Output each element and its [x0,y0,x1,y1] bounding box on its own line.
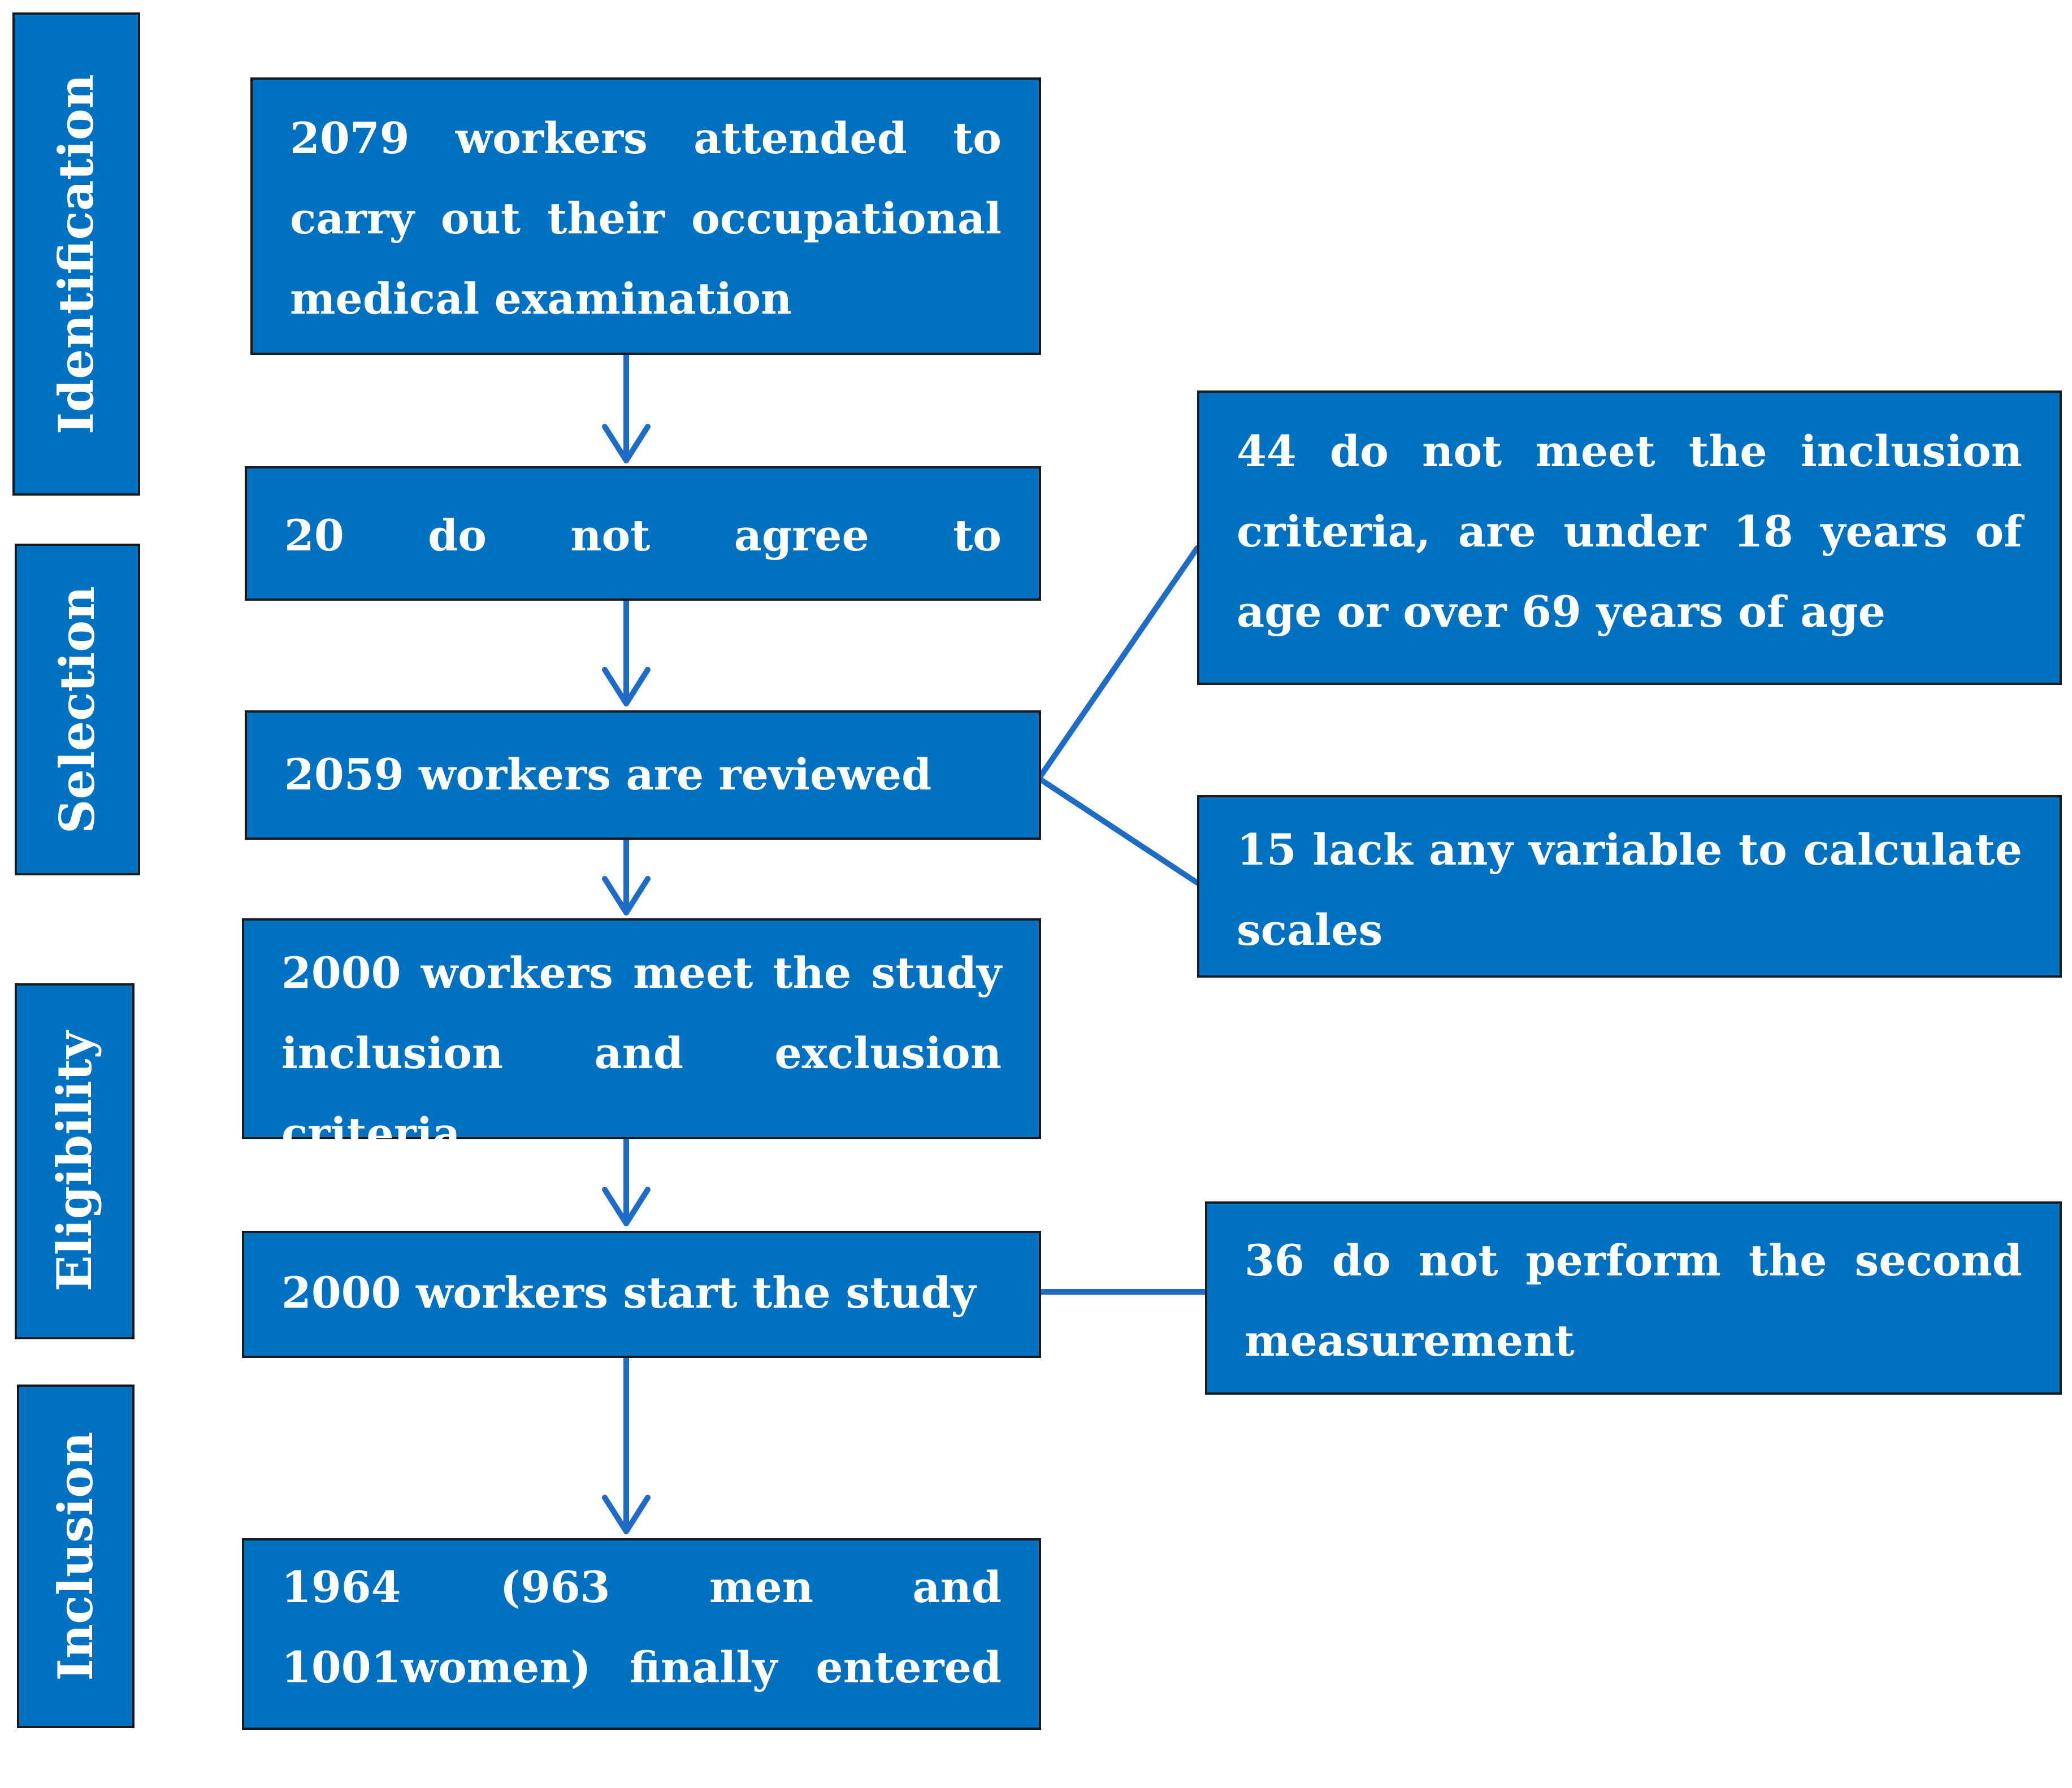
box-not-agree [245,466,1041,695]
box-attended-text: 2079 workers attended to carry out their occupational medical examination [290,113,1002,324]
box-excl-age-text: 44 do not meet the inclusion criteria, are under 18 years of age or over 69 years of age [1237,426,2022,637]
box-meet-criteria [242,918,1041,1158]
box-final [242,1538,1041,1773]
box-start-study-text: 2000 workers start the study [281,1268,976,1318]
box-excl-variable [1197,795,2062,978]
box-excl-second-text: 36 do not perform the second measurement [1245,1235,2022,1366]
box-excl-variable-text: 15 lack any variable to calculate scales [1237,824,2022,955]
box-final-text: 1964 (963 men and 1001women) finally entered the study [281,1562,1002,1773]
box-not-agree-text: 20 do not agree to participate [284,510,1002,695]
stage-eligibility-label: Eligibility [46,1031,102,1292]
box-attended [250,77,1041,355]
box-start-study [242,1231,1041,1358]
stage-selection-label: Selection [49,585,105,834]
box-excl-second [1205,1201,2062,1395]
box-reviewed [245,710,1041,840]
branch-reviewed-to-age [1041,548,1197,775]
stage-identification-label: Identification [48,73,104,435]
branch-reviewed-to-variable [1041,780,1197,883]
box-excl-age [1197,390,2062,685]
box-reviewed-text: 2059 workers are reviewed [284,749,932,800]
stage-inclusion-label: Inclusion [47,1431,103,1681]
box-meet-criteria-text: 2000 workers meet the study inclusion and exclusion criteria [281,948,1002,1158]
